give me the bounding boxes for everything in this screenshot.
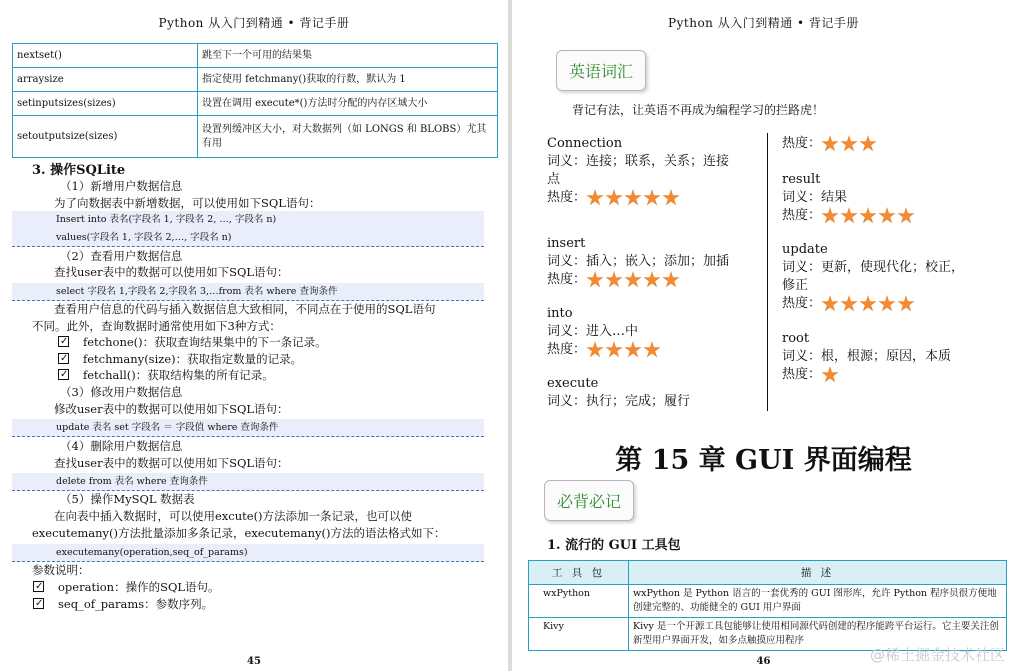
motto: 背记有法，让英语不再成为编程学习的拦路虎！ bbox=[572, 103, 825, 117]
vocab-meaning: 词义：插入；嵌入；添加；加插 bbox=[547, 254, 730, 269]
vocab-word: into bbox=[547, 306, 573, 321]
paragraph: 查找user表中的数据可以使用如下SQL语句： bbox=[54, 265, 289, 279]
vocab-word: root bbox=[782, 331, 810, 346]
vocab-word: execute bbox=[547, 376, 599, 391]
list-item: ✓fetchall()：获取结构集的所有记录。 bbox=[58, 366, 274, 384]
vocab-word: Connection bbox=[547, 136, 623, 151]
heat-rating: 热度： bbox=[782, 135, 1007, 171]
star-icon bbox=[643, 341, 661, 359]
code-line: Insert into 表名(字段名 1, 字段名 2, …, 字段名 n) bbox=[56, 214, 277, 225]
method-cell: setoutputsize(sizes) bbox=[13, 116, 198, 158]
star-icon bbox=[821, 295, 839, 313]
vocab-meaning: 词义：结果 bbox=[782, 190, 848, 205]
description-cell: wxPython 是 Python 语言的一套优秀的 GUI 图形库，允许 Python 程序员很方便地创建完整的、功能健全的 GUI 用户界面 bbox=[629, 585, 1007, 618]
code-line: update 表名 set 字段名 ＝ 字段值 where 查询条件 bbox=[56, 422, 279, 433]
vocab-column-right bbox=[782, 135, 1007, 384]
watermark: @稀土掘金技术社区 bbox=[869, 646, 1005, 664]
star-rating bbox=[586, 189, 681, 207]
subsection-heading: （2）查看用户数据信息 bbox=[60, 249, 183, 263]
method-cell: nextset() bbox=[13, 44, 198, 68]
table-row bbox=[13, 92, 498, 116]
star-rating bbox=[821, 135, 878, 153]
vocab-tag: 英语词汇 bbox=[556, 50, 646, 91]
table-row bbox=[529, 585, 1007, 618]
star-icon bbox=[840, 207, 858, 225]
star-icon bbox=[662, 189, 680, 207]
code-line: delete from 表名 where 查询条件 bbox=[56, 476, 208, 487]
star-icon bbox=[605, 271, 623, 289]
star-icon bbox=[859, 135, 877, 153]
star-rating bbox=[821, 366, 840, 384]
paragraph: 修改user表中的数据可以使用如下SQL语句： bbox=[54, 402, 289, 416]
gui-toolkit-table bbox=[528, 560, 1007, 651]
list-item: ✓fetchmany(size)：获取指定数量的记录。 bbox=[58, 350, 302, 368]
vocab-meaning: 词义：根，根源；原因，本质 bbox=[782, 349, 952, 364]
subsection-heading: 1. 流行的 GUI 工具包 bbox=[547, 538, 681, 553]
subsection-heading: （1）新增用户数据信息 bbox=[60, 179, 183, 193]
star-icon bbox=[624, 341, 642, 359]
heat-rating: 热度： bbox=[547, 271, 762, 289]
paragraph: 查找user表中的数据可以使用如下SQL语句： bbox=[54, 456, 289, 470]
vocab-entry bbox=[547, 135, 762, 235]
vocab-entry bbox=[782, 171, 1007, 241]
star-icon bbox=[859, 295, 877, 313]
chapter-title: 第 15 章 GUI 界面编程 bbox=[615, 445, 912, 476]
code-block bbox=[12, 211, 484, 247]
paragraph: 参数说明： bbox=[32, 563, 90, 577]
code-line: executemany(operation,seq_of_params) bbox=[56, 547, 248, 558]
paragraph: executemany()方法批量添加多条记录，executemany()方法的语法格式如下： bbox=[32, 526, 446, 540]
vocab-meaning: 词义：进入…中 bbox=[547, 324, 639, 339]
checkbox-icon bbox=[58, 353, 69, 364]
star-icon bbox=[586, 189, 604, 207]
subsection-heading: （4）删除用户数据信息 bbox=[60, 439, 183, 453]
code-line: values(字段名 1, 字段名 2,…, 字段名 n) bbox=[56, 232, 232, 243]
list-item: ✓fetchone()：获取查询结果集中的下一条记录。 bbox=[58, 333, 327, 351]
vocab-meaning: 词义：执行；完成；履行 bbox=[547, 394, 691, 409]
star-icon bbox=[605, 189, 623, 207]
vocab-entry bbox=[547, 375, 762, 411]
vocab-word: update bbox=[782, 242, 828, 257]
running-header: Python 从入门到精通 • 背记手册 bbox=[158, 16, 350, 30]
star-icon bbox=[662, 271, 680, 289]
column-divider bbox=[767, 133, 768, 411]
star-icon bbox=[624, 271, 642, 289]
table-row bbox=[13, 68, 498, 92]
vocab-entry bbox=[547, 235, 762, 305]
vocab-entry bbox=[547, 305, 762, 375]
heat-rating: 热度： bbox=[782, 295, 1007, 313]
vocab-meaning-cont: 点 bbox=[547, 172, 561, 187]
star-icon bbox=[821, 207, 839, 225]
code-block bbox=[12, 283, 484, 301]
star-icon bbox=[840, 135, 858, 153]
running-header: Python 从入门到精通 • 背记手册 bbox=[668, 16, 859, 30]
star-rating bbox=[821, 207, 916, 225]
code-block bbox=[12, 419, 484, 437]
vocab-word: result bbox=[782, 172, 821, 187]
checkbox-icon bbox=[33, 581, 44, 592]
subsection-heading: （3）修改用户数据信息 bbox=[60, 385, 183, 399]
description-cell: 跳至下一个可用的结果集 bbox=[198, 44, 498, 68]
description-cell: 设置列缓冲区大小，对大数据列（如 LONGS 和 BLOBS）尤其有用 bbox=[198, 116, 498, 158]
code-block bbox=[12, 473, 484, 491]
vocab-entry bbox=[782, 241, 1007, 330]
table-row bbox=[13, 44, 498, 68]
star-icon bbox=[624, 189, 642, 207]
column-header-desc: 描 述 bbox=[629, 561, 1007, 585]
page-number: 46 bbox=[756, 656, 771, 667]
star-rating bbox=[586, 341, 662, 359]
heat-rating: 热度： bbox=[782, 207, 1007, 225]
heat-rating: 热度： bbox=[782, 366, 1007, 384]
vocab-word: insert bbox=[547, 236, 586, 251]
page-number: 45 bbox=[247, 656, 261, 667]
method-cell: arraysize bbox=[13, 68, 198, 92]
star-icon bbox=[586, 341, 604, 359]
paragraph: 为了向数据表中新增数据，可以使用如下SQL语句： bbox=[54, 196, 321, 210]
section-heading: 3. 操作SQLite bbox=[32, 163, 126, 178]
star-icon bbox=[821, 366, 839, 384]
paragraph: 查看用户信息的代码与插入数据信息大致相同，不同点在于使用的SQL语句 bbox=[54, 302, 436, 316]
star-icon bbox=[878, 295, 896, 313]
paragraph: 不同。此外，查询数据时通常使用如下3种方式： bbox=[32, 319, 281, 333]
star-icon bbox=[878, 207, 896, 225]
heat-rating: 热度： bbox=[547, 189, 762, 207]
star-icon bbox=[643, 189, 661, 207]
star-icon bbox=[586, 271, 604, 289]
vocab-meaning-cont: 修正 bbox=[782, 278, 809, 293]
description-cell: 设置在调用 execute*()方法时分配的内存区域大小 bbox=[198, 92, 498, 116]
cursor-attribute-table bbox=[12, 43, 498, 158]
tool-cell: wxPython bbox=[529, 585, 629, 618]
star-rating bbox=[586, 271, 681, 289]
vocab-column-left bbox=[547, 135, 762, 411]
description-cell: Kivy 是一个开源工具包能够让使用相同源代码创建的程序能跨平台运行。它主要关注创新型用户界面开发，如多点触摸应用程序 bbox=[629, 618, 1007, 651]
star-icon bbox=[821, 135, 839, 153]
vocab-meaning: 词义：连接；联系，关系；连接 bbox=[547, 154, 730, 169]
star-icon bbox=[840, 295, 858, 313]
checkbox-icon bbox=[58, 336, 69, 347]
code-line: select 字段名 1,字段名 2,字段名 3,…from 表名 where 查询条件 bbox=[56, 286, 338, 297]
star-icon bbox=[643, 271, 661, 289]
list-item: ✓operation：操作的SQL语句。 bbox=[33, 578, 220, 596]
star-rating bbox=[821, 295, 916, 313]
star-icon bbox=[605, 341, 623, 359]
subsection-heading: （5）操作MySQL 数据表 bbox=[60, 492, 195, 506]
tool-cell: Kivy bbox=[529, 618, 629, 651]
must-memorize-tag: 必背必记 bbox=[544, 480, 634, 521]
star-icon bbox=[897, 295, 915, 313]
list-item: ✓seq_of_params：参数序列。 bbox=[33, 595, 213, 613]
vocab-meaning: 词义：更新，使现代化；校正， bbox=[782, 260, 965, 275]
column-header-tool: 工 具 包 bbox=[529, 561, 629, 585]
description-cell: 指定使用 fetchmany()获取的行数，默认为 1 bbox=[198, 68, 498, 92]
star-icon bbox=[897, 207, 915, 225]
heat-rating: 热度： bbox=[547, 341, 762, 359]
right-page bbox=[512, 0, 1015, 671]
vocab-entry bbox=[782, 330, 1007, 384]
star-icon bbox=[859, 207, 877, 225]
table-header-row bbox=[529, 561, 1007, 585]
checkbox-icon bbox=[58, 369, 69, 380]
paragraph: 在向表中插入数据时，可以使用excute()方法添加一条记录，也可以使 bbox=[54, 509, 413, 523]
code-block bbox=[12, 544, 484, 562]
table-row bbox=[13, 116, 498, 158]
method-cell: setinputsizes(sizes) bbox=[13, 92, 198, 116]
checkbox-icon bbox=[33, 598, 44, 609]
